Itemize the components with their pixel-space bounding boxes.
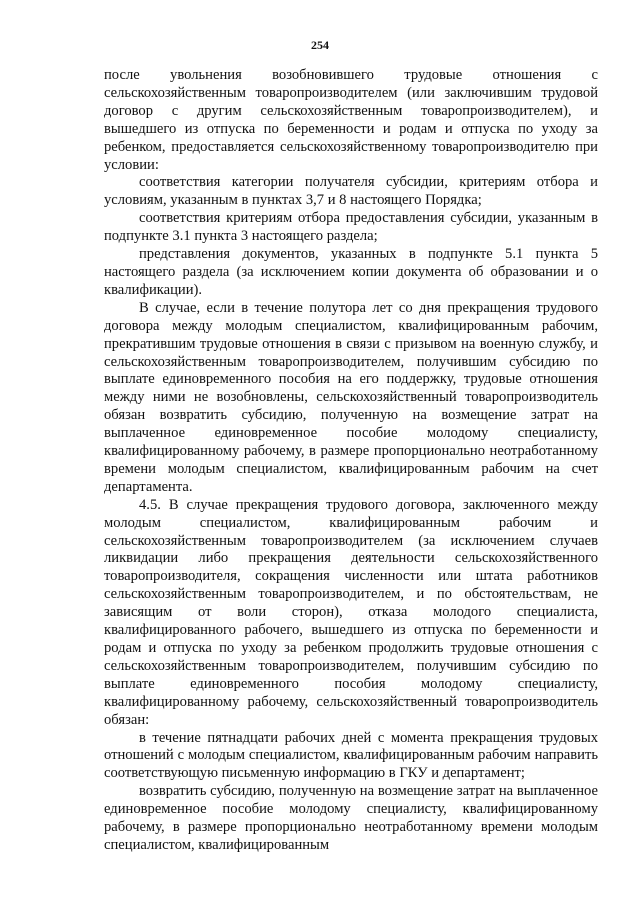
paragraph-obligation-notify: в течение пятнадцати рабочих дней с момента прекращения трудовых отношений с молодым специалистом, квалифицированным рабочим направить соответствующую письменную информацию в ГКУ и департамент; [104,729,598,782]
paragraph-continuation: после увольнения возобновившего трудовые отношения с сельскохозяйственным товаропроизводителем (или заключившим трудовой договор с другим сельскохозяйственным товаропроизводителем), и вышедшего из отпуска по беременности и родам и отпуска по уходу за ребенком, предоставляется сельскохозяйственному товаропроизводителю при условии: [104,67,598,173]
page-number: 254 [311,38,329,52]
paragraph-obligation-return: возвратить субсидию, полученную на возмещение затрат на выплаченное единовременное пособие молодому специалисту, квалифицированному рабочему, в размере пропорционально неотработанному времени молодым специалистом, квалифицированным [104,783,598,853]
document-body [104,67,598,855]
paragraph-military-service: В случае, если в течение полутора лет со дня прекращения трудового договора между молодым специалистом, квалифицированным рабочим, прекратившим трудовые отношения в связи с призывом на военную службу, и сельскохозяйственным товаропроизводителем, получившим субсидию по выплате единовременного пособия на его поддержку, трудовые отношения между ними не возобновлены, сельскохозяйственный товаропроизводитель обязан возвратить субсидию, полученную на возмещение затрат на выплаченное единовременное пособие молодому специалисту, квалифицированному рабочему, в размере пропорционально неотработанному времени молодым специалистом, квалифицированным рабочим на счет департамента. [104,299,598,495]
paragraph-clause-4-5: 4.5. В случае прекращения трудового договора, заключенного между молодым специалистом, квалифицированным рабочим и сельскохозяйственным товаропроизводителем (за исключением случаев ликвидации либо прекращения деятельности сельскохозяйственного товаропроизводителя, сокращения численности или штата работников сельскохозяйственным товаропроизводителем, и по обстоятельствам, не зависящим от воли сторон), отказа молодого специалиста, квалифицированного рабочего, вышедшего из отпуска по беременности и родам и отпуска по уходу за ребенком продолжить трудовые отношения с сельскохозяйственным товаропроизводителем, получившим субсидию по выплате единовременного пособия молодому специалисту, квалифицированному рабочему, сельскохозяйственный товаропроизводитель обязан: [104,496,598,728]
paragraph-condition-criteria: соответствия критериям отбора предоставления субсидии, указанным в подпункте 3.1 пункта 3 настоящего раздела; [104,210,598,245]
paragraph-condition-category: соответствия категории получателя субсидии, критериям отбора и условиям, указанным в пунктах 3,7 и 8 настоящего Порядка; [104,174,598,209]
paragraph-condition-documents: представления документов, указанных в подпункте 5.1 пункта 5 настоящего раздела (за исключением копии документа об образовании и о квалификации). [104,246,598,298]
